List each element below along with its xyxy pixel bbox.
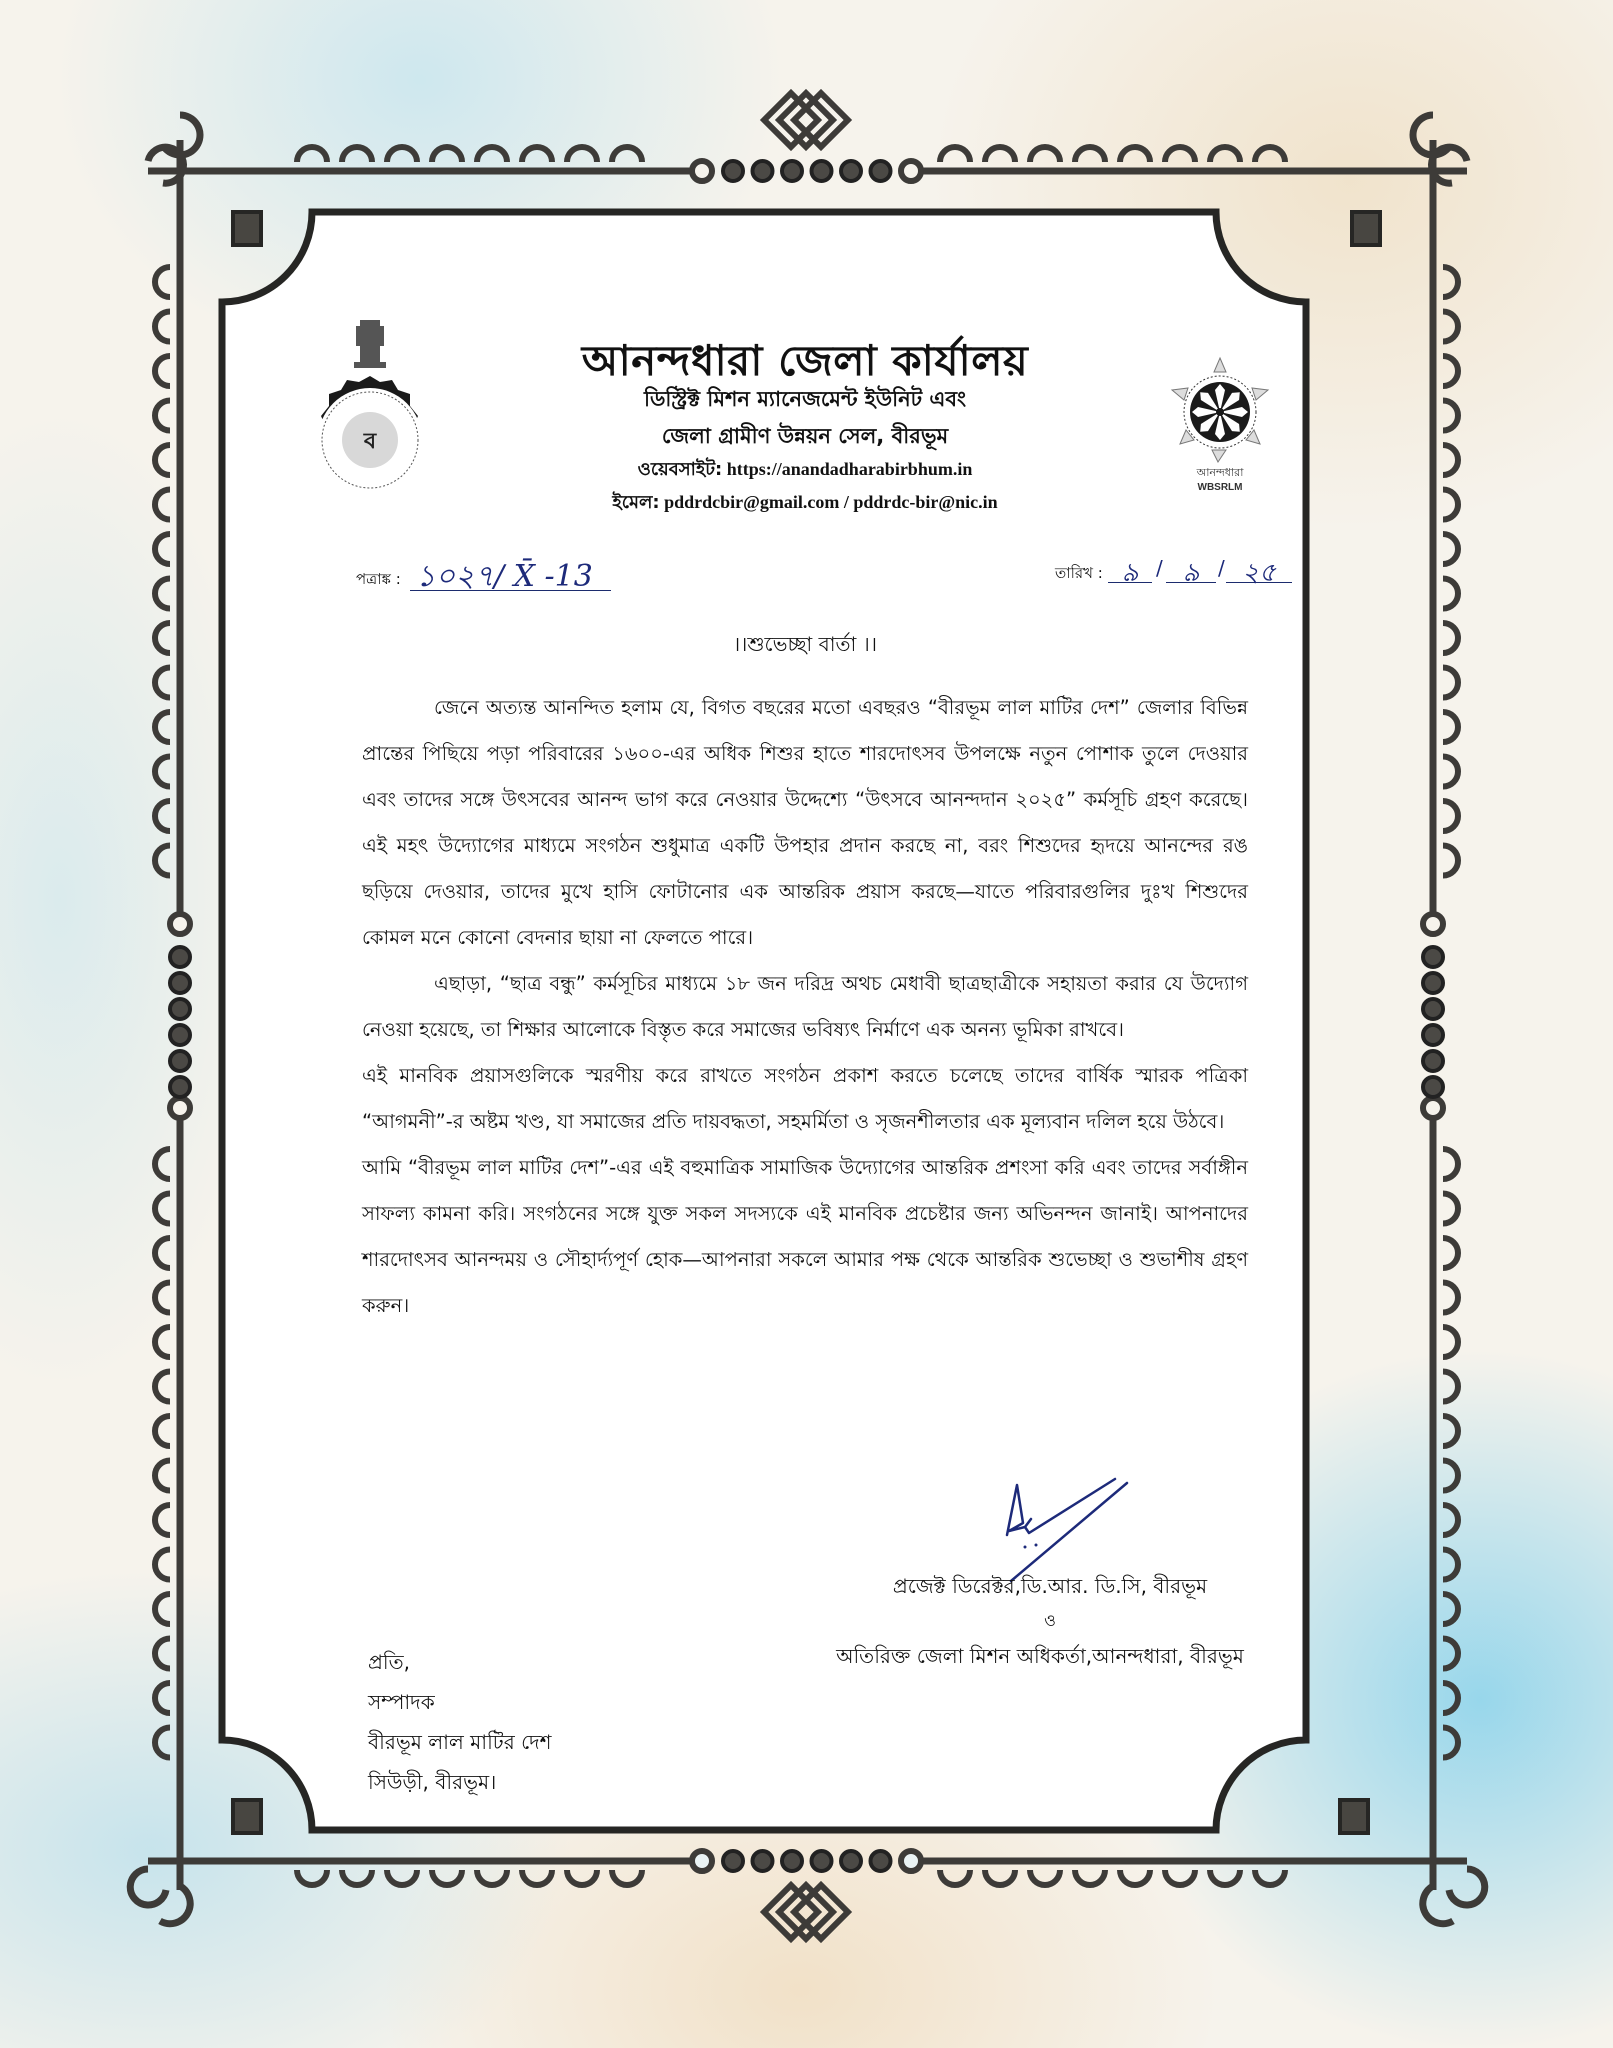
date-day: ৯ (1108, 552, 1152, 583)
scallop-right (1443, 668, 1458, 698)
bead (1423, 973, 1443, 993)
scallop-top (387, 147, 417, 162)
scallop-top (940, 147, 970, 162)
corner-square-bottom-left (233, 1800, 261, 1833)
scallop-left (155, 1594, 170, 1624)
scallop-bottom (1210, 1870, 1240, 1885)
scallop-left (155, 846, 170, 876)
scallop-bottom (940, 1870, 970, 1885)
scallop-right (1443, 757, 1458, 787)
scallop-right (1443, 1416, 1458, 1446)
body-paragraph: এছাড়া, “ছাত্র বন্ধু” কর্মসূচির মাধ্যমে ১৮ জন দরিদ্র অথচ মেধাবী ছাত্রছাত্রীকে সহায়তা করার যে উদ্যোগ নেওয়া হয়েছে, তা শিক্ষার আলোকে বিস্তৃত করে সমাজের ভবিষ্যৎ নির্মাণে এক অনন্য ভূমিকা রাখবে। (362, 972, 1248, 1041)
email-label: ইমেল: (612, 492, 660, 513)
bead (871, 161, 891, 181)
bead (812, 161, 832, 181)
corner-square-top-left (233, 212, 261, 245)
scallop-left (155, 712, 170, 742)
scallop-bottom (1075, 1870, 1105, 1885)
scallop-top (432, 147, 462, 162)
scallop-left (155, 1238, 170, 1268)
scallop-right (1443, 1594, 1458, 1624)
bead (1423, 947, 1443, 967)
scallop-right (1443, 1639, 1458, 1669)
scallop-right (1443, 1728, 1458, 1758)
website-link[interactable]: https://anandadharabirbhum.in (726, 459, 973, 479)
seal-center-glyph: ব (363, 429, 377, 454)
bead (1423, 1025, 1443, 1045)
scallop-top (522, 147, 552, 162)
scallop-left (155, 445, 170, 475)
ring-top-right (901, 161, 921, 181)
scallop-right (1443, 846, 1458, 876)
email-link[interactable]: pddrdcbir@gmail.com / pddrdc-bir@nic.in (664, 492, 998, 512)
website-label: ওয়েবসাইট: (637, 459, 723, 480)
scallop-right (1443, 1327, 1458, 1357)
date-year: ২৫ (1226, 552, 1292, 583)
website-line (380, 455, 1230, 486)
scallop-bottom (1255, 1870, 1285, 1885)
bead (723, 1851, 743, 1871)
scallop-right (1443, 1372, 1458, 1402)
bead (170, 1077, 190, 1097)
scallop-right (1443, 1194, 1458, 1224)
recipient-line: সম্পাদক (368, 1690, 435, 1714)
scallop-left (155, 1461, 170, 1491)
date-label: তারিখ : (1055, 564, 1103, 582)
scallop-bottom (297, 1870, 327, 1885)
ring-right-lower (1423, 1098, 1443, 1118)
bead (782, 1851, 802, 1871)
handwritten-signature-icon (995, 1475, 1130, 1585)
scallop-left (155, 1683, 170, 1713)
scallop-right (1443, 534, 1458, 564)
scallop-top (342, 147, 372, 162)
bead (782, 161, 802, 181)
scallop-bottom (477, 1870, 507, 1885)
scallop-left (155, 1327, 170, 1357)
scallop-top (1075, 147, 1105, 162)
bead (170, 999, 190, 1019)
scallop-top (567, 147, 597, 162)
corner-square-bottom-right (1340, 1800, 1368, 1833)
body-paragraph: এই মানবিক প্রয়াসগুলিকে স্মরণীয় করে রাখতে সংগঠন প্রকাশ করতে চলেছে তাদের বার্ষিক স্মারক পত্রিকা “আগমনী”-র অষ্টম খণ্ড, যা সমাজের প্রতি দায়বদ্ধতা, সহমর্মিতা ও সৃজনশীলতার এক মূল্যবান দলিল হয়ে উঠবে। (362, 1064, 1248, 1133)
body-paragraph: জেনে অত্যন্ত আনন্দিত হলাম যে, বিগত বছরের মতো এবছরও “বীরভূম লাল মাটির দেশ” জেলার বিভিন্ন প্রান্তের পিছিয়ে পড়া পরিবারের ১৬০০-এর অধিক শিশুর হাতে শারদোৎসব উপলক্ষে নতুন পোশাক তুলে দেওয়ার এবং তাদের সঙ্গে উৎসবের আনন্দ ভাগ করে নেওয়ার উদ্দেশ্যে “উৎসবে আনন্দদান ২০২৫” কর্মসূচি গ্রহণ করেছে। এই মহৎ উদ্যোগের মাধ্যমে সংগঠন শুধুমাত্র একটি উপহার প্রদান করছে না, বরং শিশুদের হৃদয়ে আনন্দের রঙ ছড়িয়ে দেওয়ার, তাদের মুখে হাসি ফোটানোর এক আন্তরিক প্রয়াস করছে—যাতে পরিবারগুলির দুঃখ শিশুদের কোমল মনে কোনো বেদনার ছায়া না ফেলতে পারে। (362, 696, 1248, 949)
office-subtitle-line2: জেলা গ্রামীণ উন্নয়ন সেল, বীরভূম (661, 424, 949, 448)
scallop-left (155, 356, 170, 386)
recipient-line: বীরভূম লাল মাটির দেশ (368, 1730, 552, 1754)
scallop-bottom (985, 1870, 1015, 1885)
scallop-right (1443, 267, 1458, 297)
scallop-bottom (1165, 1870, 1195, 1885)
diamond-knot-top (764, 93, 848, 147)
scallop-right (1443, 1149, 1458, 1179)
scallop-top (297, 147, 327, 162)
letter-body (362, 685, 1248, 1329)
bead (1423, 1051, 1443, 1071)
scallop-left (155, 1194, 170, 1224)
scallop-right (1443, 801, 1458, 831)
ring-top-left (692, 161, 712, 181)
recipient-address (368, 1642, 552, 1802)
scallop-left (155, 401, 170, 431)
date-month: ৯ (1166, 552, 1216, 583)
scallop-right (1443, 1505, 1458, 1535)
date-separator: / (1218, 556, 1225, 580)
scallop-bottom (387, 1870, 417, 1885)
bead (170, 973, 190, 993)
date-separator: / (1156, 556, 1163, 580)
scallop-right (1443, 1550, 1458, 1580)
scallop-bottom (612, 1870, 642, 1885)
scallop-right (1443, 1683, 1458, 1713)
bead (723, 161, 743, 181)
scallop-right (1443, 1461, 1458, 1491)
reference-number: ১০২৭/ X̄ -13 (410, 552, 611, 591)
bead (170, 947, 190, 967)
scallop-right (1443, 312, 1458, 342)
bead (1423, 1077, 1443, 1097)
scallop-left (155, 1728, 170, 1758)
ring-left-lower (170, 1098, 190, 1118)
ring-left-upper (170, 914, 190, 934)
scallop-top (1255, 147, 1285, 162)
bead (170, 1051, 190, 1071)
scallop-left (155, 1283, 170, 1313)
scallop-left (155, 668, 170, 698)
scallop-right (1443, 579, 1458, 609)
body-paragraph: আমি “বীরভূম লাল মাটির দেশ”-এর এই বহুমাত্রিক সামাজিক উদ্যোগের আন্তরিক প্রশংসা করি এবং তাদের সর্বাঙ্গীন সাফল্য কামনা করি। সংগঠনের সঙ্গে যুক্ত সকল সদস্যকে এই মানবিক প্রচেষ্টার জন্য অভিনন্দন জানাই। আপনাদের শারদোৎসব আনন্দময় ও সৌহার্দ্যপূর্ণ হোক—আপনারা সকলে আমার পক্ষ থেকে আন্তরিক শুভেচ্ছা ও শুভাশীষ গ্রহণ করুন। (362, 1156, 1248, 1317)
bead (170, 1025, 190, 1045)
scallop-left (155, 1505, 170, 1535)
scallop-bottom (1030, 1870, 1060, 1885)
greeting-title: ।।শুভেচ্ছা বার্তা ।। (733, 632, 877, 656)
scallop-left (155, 579, 170, 609)
scallop-right (1443, 401, 1458, 431)
bead (753, 161, 773, 181)
bead (753, 1851, 773, 1871)
scallop-right (1443, 1238, 1458, 1268)
logo-caption-bn: আনন্দধারা (1196, 466, 1244, 479)
scallop-right (1443, 1283, 1458, 1313)
signatory-conjunction: ও (1044, 1611, 1056, 1630)
scallop-left (155, 534, 170, 564)
logo-caption-en: WBSRLM (1197, 482, 1243, 493)
scallop-left (155, 801, 170, 831)
scallop-left (155, 490, 170, 520)
diamond-knot-bottom (764, 1885, 848, 1939)
scallop-top (1210, 147, 1240, 162)
reference-label: পত্রাঙ্ক : (356, 570, 401, 588)
scallop-top (1165, 147, 1195, 162)
ring-bottom-left (692, 1851, 712, 1871)
scallop-right (1443, 490, 1458, 520)
recipient-line: সিউড়ী, বীরভূম। (368, 1770, 497, 1794)
scallop-left (155, 1372, 170, 1402)
scallop-left (155, 757, 170, 787)
scallop-right (1443, 445, 1458, 475)
scallop-bottom (342, 1870, 372, 1885)
scallop-left (155, 312, 170, 342)
office-title: আনন্দধারা জেলা কার্যালয় (581, 336, 1029, 385)
corner-square-top-right (1352, 212, 1380, 245)
scallop-bottom (1120, 1870, 1150, 1885)
recipient-line: প্রতি, (368, 1650, 411, 1674)
bead (812, 1851, 832, 1871)
scallop-right (1443, 712, 1458, 742)
bead (1423, 999, 1443, 1019)
scallop-bottom (522, 1870, 552, 1885)
scallop-bottom (567, 1870, 597, 1885)
signatory-designation-1: প্রজেক্ট ডিরেক্টর,ডি.আর. ডি.সি, বীরভূম (892, 1574, 1208, 1598)
scallop-left (155, 623, 170, 653)
scallop-right (1443, 356, 1458, 386)
office-subtitle-line1: ডিস্ট্রিক্ট মিশন ম্যানেজমেন্ট ইউনিট এবং (643, 387, 967, 411)
ring-right-upper (1423, 914, 1443, 934)
scallop-top (1030, 147, 1060, 162)
signatory-designation-2: অতিরিক্ত জেলা মিশন অধিকর্তা,আনন্দধারা, বীরভূম (836, 1644, 1244, 1668)
bead (841, 1851, 861, 1871)
scallop-bottom (432, 1870, 462, 1885)
ring-bottom-right (901, 1851, 921, 1871)
bead (871, 1851, 891, 1871)
bead (841, 161, 861, 181)
scallop-left (155, 1639, 170, 1669)
scallop-left (155, 1149, 170, 1179)
scallop-right (1443, 623, 1458, 653)
scallop-top (477, 147, 507, 162)
scallop-top (612, 147, 642, 162)
scallop-left (155, 1416, 170, 1446)
scallop-top (1120, 147, 1150, 162)
scallop-top (985, 147, 1015, 162)
email-line (380, 488, 1230, 519)
scallop-left (155, 1550, 170, 1580)
scallop-left (155, 267, 170, 297)
